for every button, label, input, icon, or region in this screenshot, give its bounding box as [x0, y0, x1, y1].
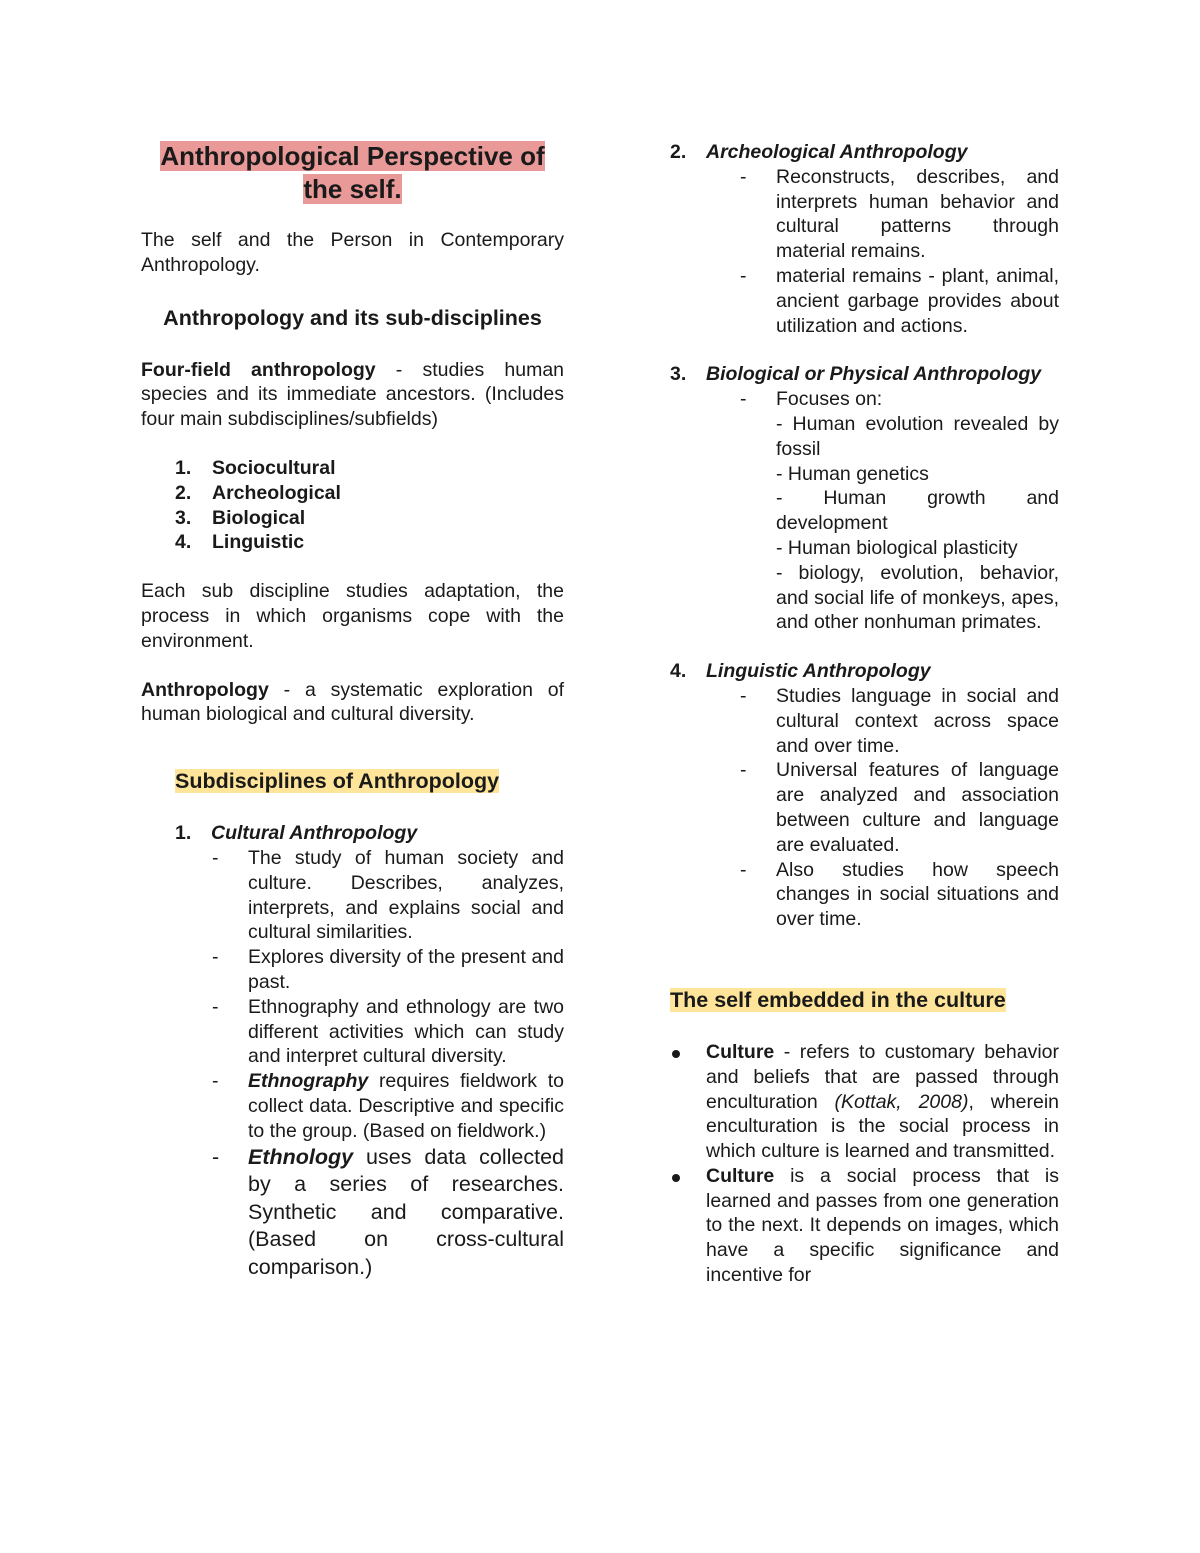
- archeological-items-list: [670, 165, 1059, 339]
- list-item: 4. Linguistic: [175, 531, 305, 554]
- list-item: Culture is a social process that is learned and passes from one generation to the next. It depends on images, which have a specific significance and incentive for: [670, 1164, 1059, 1288]
- culture-bullet-list: [670, 1040, 1059, 1288]
- list-item: - Human growth and development: [776, 487, 1059, 535]
- biological-items-list: [670, 387, 1059, 635]
- linguistic-anthropology-section: [670, 659, 1059, 932]
- subsection-title-cultural: 1. Cultural Anthropology: [175, 822, 418, 845]
- section-heading-subdisciplines-of-anthropology: Subdisciplines of Anthropology: [175, 769, 500, 794]
- bullet-icon: [672, 1174, 680, 1182]
- list-item-ethnology: - Ethnology uses data collected by a series of researches. Synthetic and comparative. (Based on cross-cultural comparison.): [212, 1144, 564, 1279]
- archeological-anthropology-section: [670, 140, 1059, 338]
- four-fields-list: [141, 456, 564, 555]
- cultural-anthropology-section: [141, 821, 564, 1281]
- bullet-icon: [672, 1050, 680, 1058]
- anthropology-definition: Anthropology - a systematic exploration of human biological and cultural diversity.: [141, 678, 564, 726]
- section-heading-subdisciplines: Anthropology and its sub-disciplines: [163, 305, 542, 330]
- anthropology-term: Anthropology: [141, 678, 269, 701]
- subsection-title-archeological: 2. Archeological Anthropology: [670, 141, 968, 163]
- list-item: 3. Biological: [175, 506, 306, 529]
- section-heading-self-in-culture: The self embedded in the culture: [670, 987, 1006, 1012]
- biological-anthropology-section: [670, 362, 1059, 635]
- intro-text: The self and the Person in Contemporary Anthropology.: [141, 229, 564, 276]
- list-item: - Universal features of language are analyzed and association between culture and language are evaluated.: [740, 759, 1059, 856]
- adaptation-paragraph: Each sub discipline studies adaptation, the process in which organisms cope with the environment.: [141, 580, 564, 652]
- list-item: - Human evolution revealed by fossil: [776, 412, 1059, 460]
- list-item: - Focuses on:: [740, 388, 883, 411]
- document-title: [141, 140, 564, 206]
- list-item: - material remains - plant, animal, ancient garbage provides about utilization and actions.: [740, 264, 1059, 337]
- four-field-text: - studies human species and its immediate ancestors. (Includes four main subdisciplines/subfields): [141, 358, 565, 431]
- list-item: 2. Archeological: [175, 481, 341, 504]
- list-item: - Human genetics: [776, 462, 929, 485]
- list-item: - Reconstructs, describes, and interprets human behavior and cultural patterns through material remains.: [740, 165, 1059, 263]
- list-item-ethnography: - Ethnography requires fieldwork to collect data. Descriptive and specific to the group. (Based on fieldwork.): [212, 1070, 564, 1142]
- title-line-1: Anthropological Perspective of: [160, 141, 545, 171]
- list-item: 1. Sociocultural: [175, 456, 336, 479]
- list-item: - Explores diversity of the present and past.: [212, 946, 564, 993]
- right-column: [670, 140, 1059, 1288]
- list-item: - biology, evolution, behavior, and social life of monkeys, apes, and other nonhuman primates.: [776, 561, 1059, 634]
- ethnography-term: Ethnography: [248, 1070, 369, 1093]
- linguistic-items-list: [670, 684, 1059, 932]
- ethnology-term: Ethnology: [248, 1144, 354, 1169]
- four-field-paragraph: [141, 358, 564, 432]
- four-field-term: Four-field anthropology: [141, 358, 376, 381]
- list-item: - Ethnography and ethnology are two different activities which can study and interpret cultural diversity.: [212, 995, 564, 1068]
- list-item: Culture - refers to customary behavior and beliefs that are passed through enculturation (Kottak, 2008), wherein enculturation is the social process in which culture is learned and transmitted.: [670, 1040, 1059, 1164]
- left-column: [141, 140, 564, 1281]
- list-item: - Human biological plasticity: [776, 536, 1018, 559]
- subsection-title-biological: 3. Biological or Physical Anthropology: [670, 363, 1042, 386]
- list-item: - Studies language in social and cultural context across space and over time.: [740, 684, 1059, 757]
- cultural-items-list: [141, 846, 564, 1281]
- title-line-2: the self.: [303, 174, 402, 204]
- list-item: - The study of human society and culture. Describes, analyzes, interprets, and explains social and cultural similarities.: [212, 846, 564, 944]
- list-item: - Also studies how speech changes in social situations and over time.: [740, 858, 1059, 931]
- subsection-title-linguistic: 4. Linguistic Anthropology: [670, 660, 931, 683]
